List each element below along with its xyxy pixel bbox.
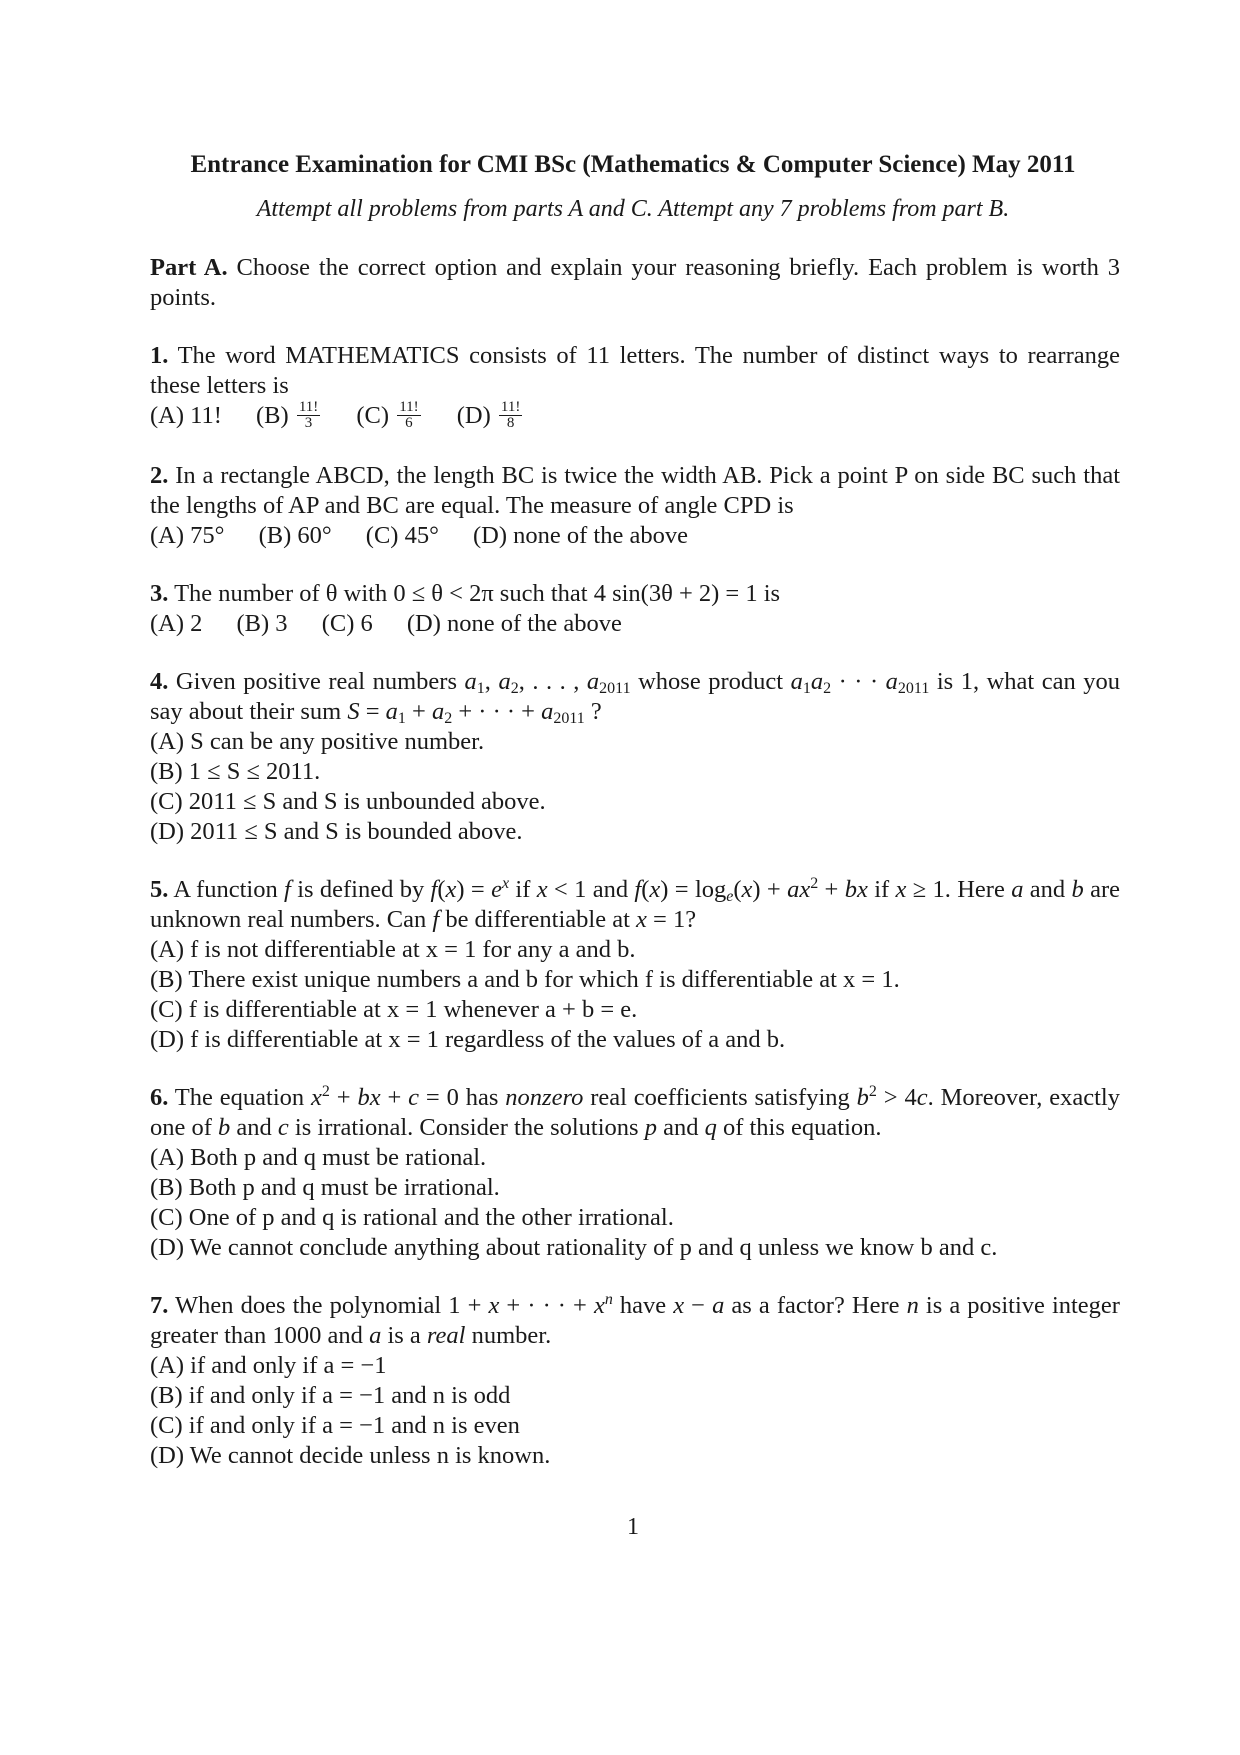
option-c: (C) $\frac{11!}{6}$ xyxy=(356,398,419,431)
option-d: (D) f is differentiable at x = 1 regardless of the values of a and b. xyxy=(150,1025,786,1053)
option-a: (A) 75° xyxy=(150,521,225,549)
problem-number: 2. xyxy=(150,461,169,489)
problem-text: 5. A function f is defined by $f(x) = e^x$ if x < 1 and $f(x) = \log_e(x) + ax^2$ + bx if x ≥ 1. Here a and b are unknown real numbers. Can f be differentiable at x = 1? xyxy=(150,874,1121,933)
option-a: (A) f is not differentiable at x = 1 for any a and b. xyxy=(150,935,636,963)
option-c: (C) 45° xyxy=(365,521,439,549)
problem-2 xyxy=(150,461,1120,551)
option-b: (B) 60° xyxy=(258,521,332,549)
option-a: (A) 11! xyxy=(150,402,222,429)
part-a-text: Choose the correct option and explain your reasoning briefly. Each problem is worth 3 points. xyxy=(150,254,1121,311)
problem-1-options xyxy=(150,398,1120,433)
page-number: 1 xyxy=(627,1514,639,1540)
problem-4 xyxy=(150,667,1120,847)
part-a-heading: Part A. xyxy=(150,254,228,281)
problem-6 xyxy=(150,1083,1120,1263)
option-c: (C) 2011 ≤ S and S is unbounded above. xyxy=(150,787,546,815)
option-c: (C) f is differentiable at x = 1 whenever a + b = e. xyxy=(150,995,638,1023)
option-d: (D) We cannot conclude anything about rationality of p and q unless we know b and c. xyxy=(150,1233,998,1261)
problem-7 xyxy=(150,1291,1120,1471)
option-b: (B) There exist unique numbers a and b for which f is differentiable at x = 1. xyxy=(150,965,900,993)
option-b: (B) $\frac{11!}{3}$ xyxy=(256,398,319,431)
problem-text: The number of θ with 0 ≤ θ < 2π such that 4 sin(3θ + 2) = 1 is xyxy=(174,579,781,607)
option-b: (B) 1 ≤ S ≤ 2011. xyxy=(150,757,321,785)
problem-1 xyxy=(150,341,1120,433)
fraction: $\frac{11!}{8}$ xyxy=(500,398,521,431)
option-d: (D) 2011 ≤ S and S is bounded above. xyxy=(150,817,523,845)
exam-title: Entrance Examination for CMI BSc (Mathematics & Computer Science) May 2011 xyxy=(190,151,1076,178)
part-a-intro xyxy=(150,253,1120,313)
problem-number: 6. xyxy=(150,1083,169,1111)
problem-number: 7. xyxy=(150,1291,169,1319)
exam-content xyxy=(150,253,1120,1499)
fraction: $\frac{11!}{6}$ xyxy=(399,398,419,431)
option-d: (D) none of the above xyxy=(406,609,622,637)
option-d: (D) We cannot decide unless n is known. xyxy=(150,1441,551,1469)
option-d: (D) none of the above xyxy=(473,521,688,549)
option-b: (B) Both p and q must be irrational. xyxy=(150,1173,500,1201)
problem-text: The word MATHEMATICS consists of 11 letters. The number of distinct ways to rearrange these letters is xyxy=(150,342,1120,399)
option-c: (C) if and only if a = −1 and n is even xyxy=(150,1411,520,1439)
option-b: (B) if and only if a = −1 and n is odd xyxy=(150,1381,511,1409)
problem-text: 7. When does the polynomial 1 + x + · · · + $x^n$ have x − a as a factor? Here n is a positive integer greater than 1000 and a is a real number. xyxy=(150,1290,1120,1349)
option-c: (C) One of p and q is rational and the other irrational. xyxy=(150,1203,674,1231)
problem-number: 4. xyxy=(150,667,169,695)
problem-number: 1. xyxy=(150,342,169,369)
problem-text: 6. The equation $x^2$ + bx + c = 0 has nonzero real coefficients satisfying $b^2 > 4c$. Moreover, exactly one of b and c is irrational. Consider the solutions p and q of this equation. xyxy=(150,1082,1120,1141)
problem-number: 3. xyxy=(150,579,169,607)
problem-3-options xyxy=(150,609,1120,639)
problem-text: In a rectangle ABCD, the length BC is twice the width AB. Pick a point P on side BC such that the lengths of AP and BC are equal. The measure of angle CPD is xyxy=(150,461,1121,519)
problem-number: 5. xyxy=(150,875,169,903)
problem-text: 4. Given positive real numbers $a_1$, $a_2$, . . . , $a_{2011}$ whose product $a_1a_2$ · · · $a_{2011}$ is 1, what can you say about their sum $S = a_1 + a_2$ + · · · + $a_{2011}$ ? xyxy=(150,667,1121,727)
option-c: (C) 6 xyxy=(321,609,373,637)
problem-3 xyxy=(150,579,1120,639)
option-d: (D) $\frac{11!}{8}$ xyxy=(456,398,521,431)
fraction: $\frac{11!}{3}$ xyxy=(298,398,319,431)
exam-instructions: Attempt all problems from parts A and C. Attempt any 7 problems from part B. xyxy=(256,196,1010,222)
problem-5 xyxy=(150,875,1120,1055)
option-a: (A) 2 xyxy=(150,609,203,637)
option-b: (B) 3 xyxy=(236,609,288,637)
option-a: (A) Both p and q must be rational. xyxy=(150,1143,487,1171)
option-a: (A) S can be any positive number. xyxy=(150,727,485,755)
problem-2-options xyxy=(150,521,1120,551)
option-a: (A) if and only if a = −1 xyxy=(150,1351,387,1379)
